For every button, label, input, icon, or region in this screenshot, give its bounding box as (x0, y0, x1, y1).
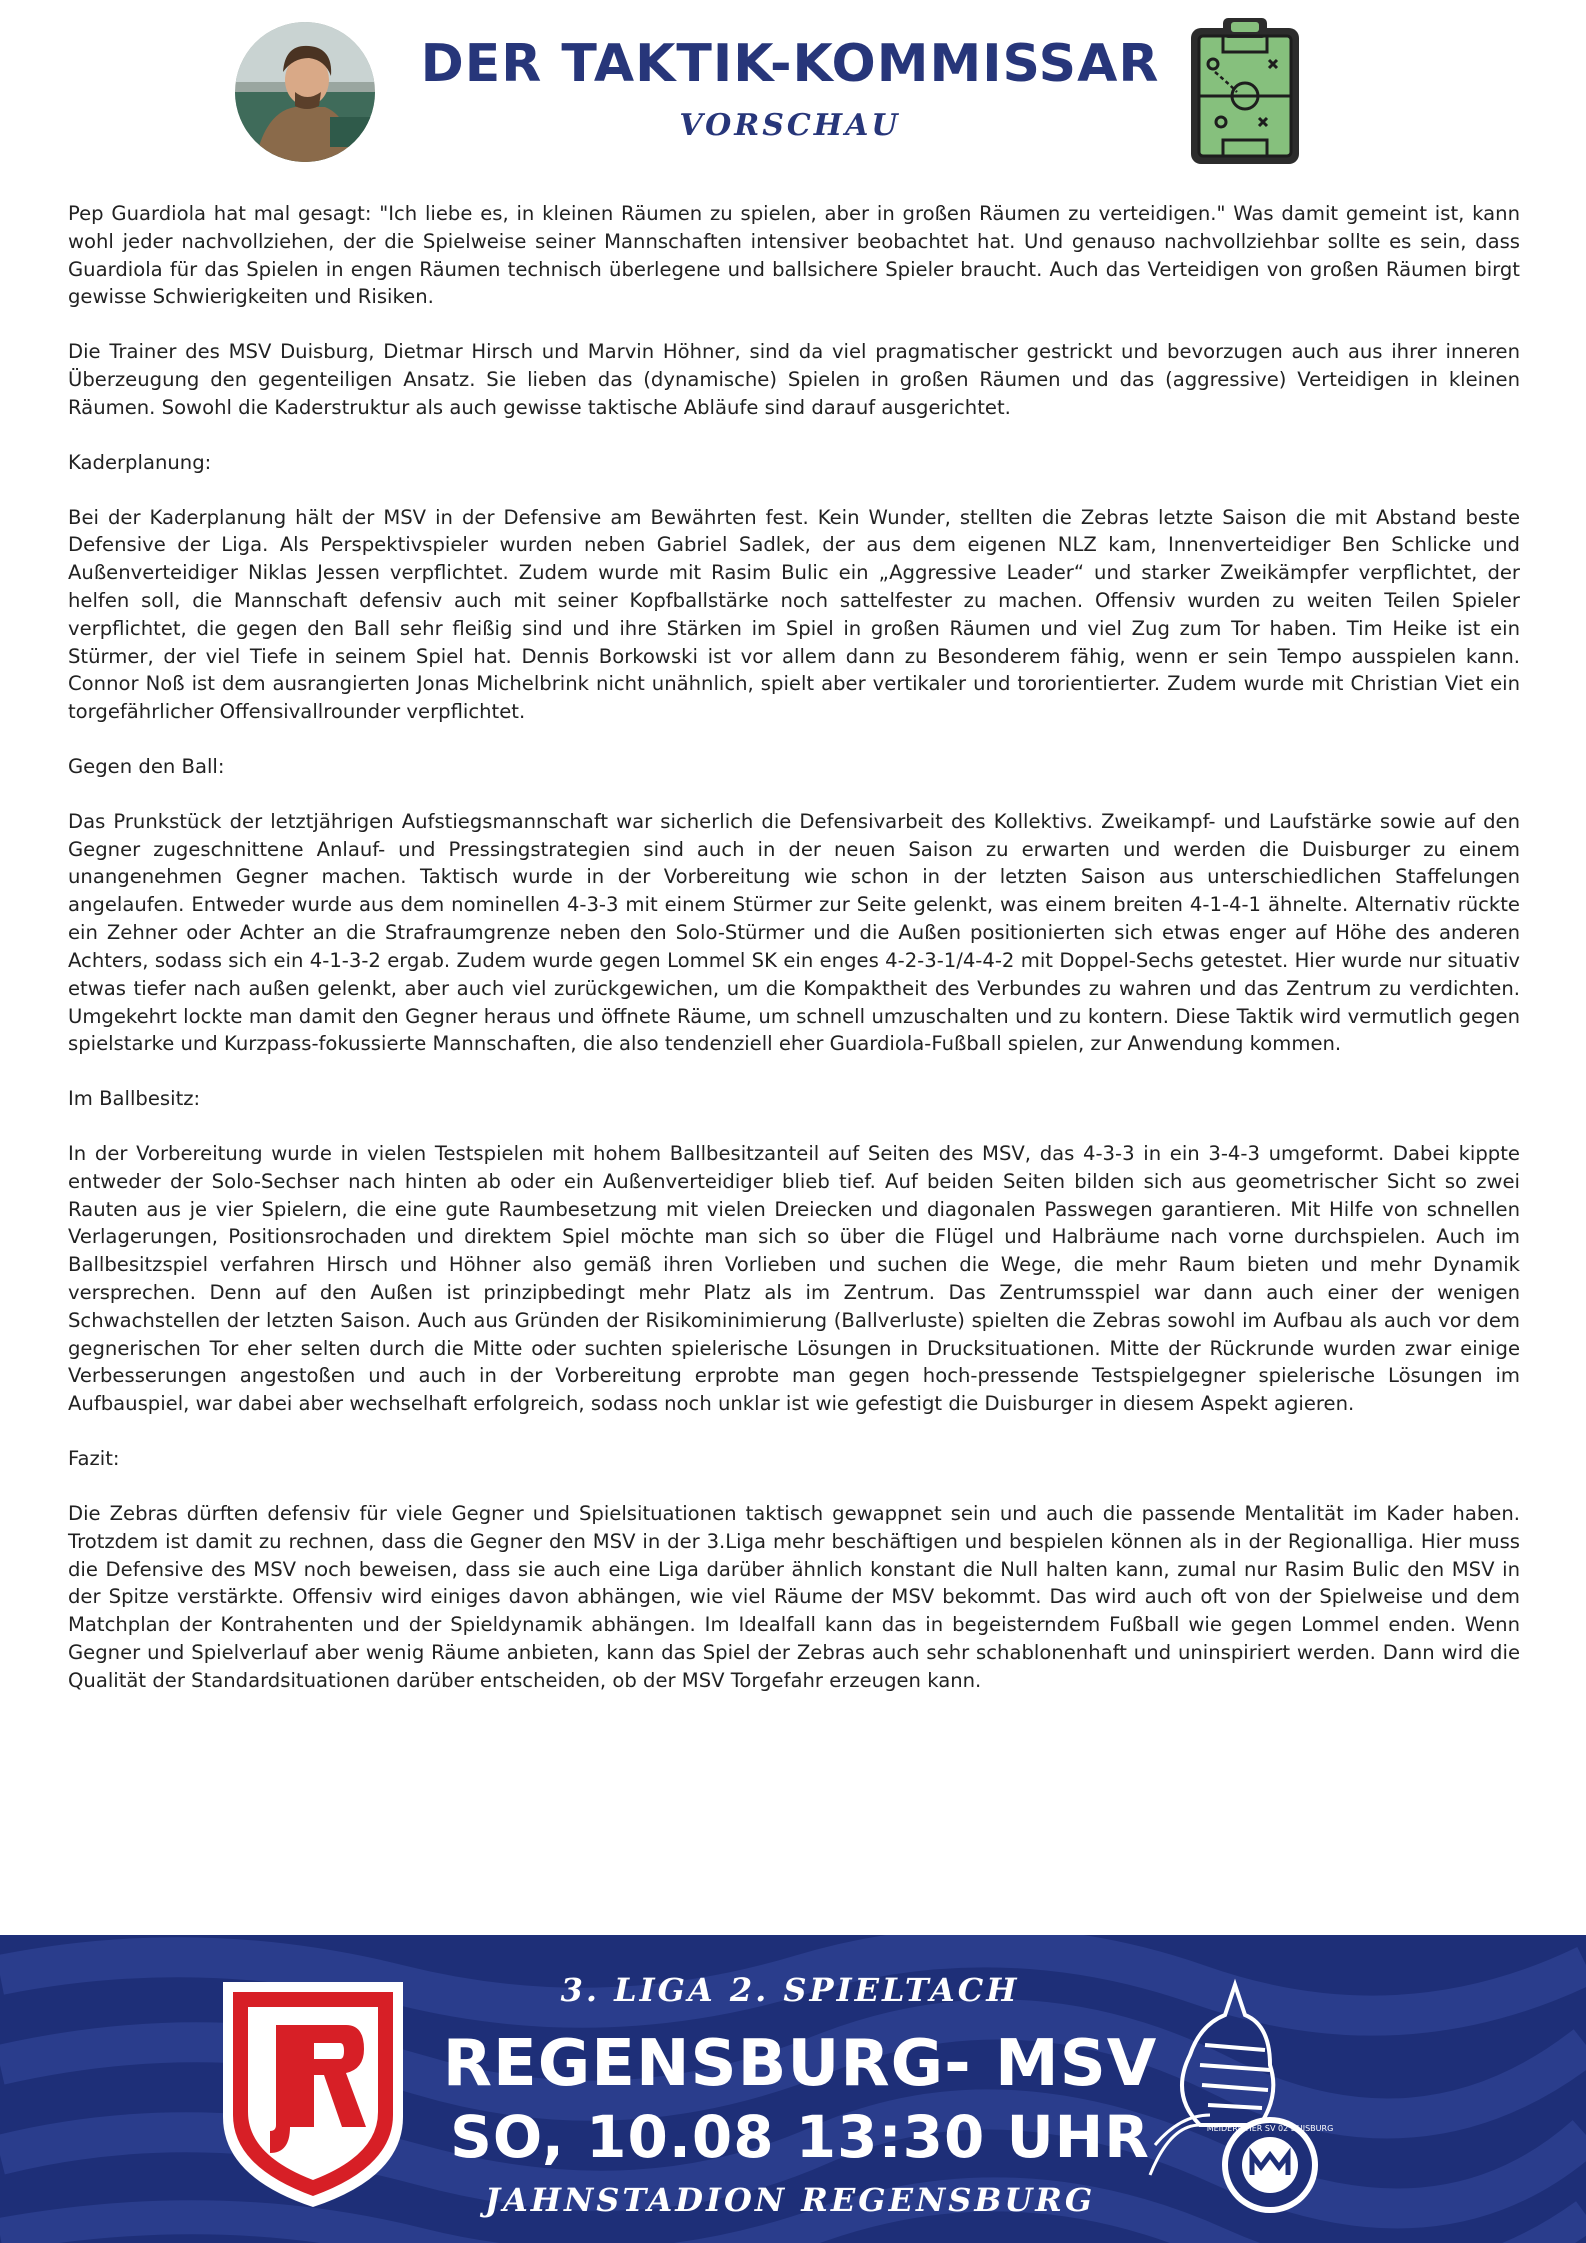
page-subtitle: VORSCHAU (679, 108, 901, 143)
article-paragraph: Die Trainer des MSV Duisburg, Dietmar Hirsch und Marvin Höhner, sind da viel pragmatischer gestrickt und bevorzugen auch aus ihrer inneren Überzeugung den gegenteiligen Ansatz. Sie lieben das (dynamische) Spielen in großen Räumen und das (aggressive) Verteidigen in kleinen Räumen. Sowohl die Kaderstruktur als auch gewisse taktische Abläufe sind darauf ausgerichtet. (68, 340, 1520, 419)
msv-badge-text: MEIDERICHER SV 02 DUISBURG (1206, 2124, 1334, 2133)
section-heading: Kaderplanung: (68, 450, 212, 474)
tactics-board-icon (1185, 14, 1305, 169)
article-paragraph: Die Zebras dürften defensiv für viele Gegner und Spielsituationen taktisch gewappnet sein und auch die passende Mentalität im Kader haben. Trotzdem ist damit zu rechnen, dass die Gegner den MSV in der 3.Liga mehr beschäftigen und bespielen können als in der Regionalliga. Hier muss die Defensive des MSV noch beweisen, dass sie auch eine Liga darüber ähnlich konstant die Null halten kann, zumal nur Rasim Bulic den MSV in der Spitze verstärkte. Offensiv wird einiges davon abhängen, wie viel Räume der MSV bekommt. Das wird auch oft von der Spielweise und dem Matchplan der Kontrahenten und der Spieldynamik abhängen. Im Idealfall kann das in begeisterndem Fußball wie gegen Lommel enden. Wenn Gegner und Spielverlauf aber wenig Räume anbieten, kann das Spiel der Zebras auch sehr schablonenhaft und uninspiriert werden. Dann wird die Qualität der Standardsituationen darüber entscheiden, ob der MSV Torgefahr erzeugen kann. (68, 1501, 1520, 1692)
section-heading: Gegen den Ball: (68, 755, 225, 778)
author-avatar (235, 22, 375, 162)
article-paragraph: Das Prunkstück der letztjährigen Aufstiegsmannschaft war sicherlich die Defensivarbeit des Kollektivs. Zweikampf- und Laufstärke sowie auf den Gegner zugeschnittene Anlauf- und Pressingstrategien sind auch in der neuen Saison zu erwarten und werden die Duisburger zu einem unangenehmen Gegner machen. Taktisch wurde in der Vorbereitung wie schon in der letzten Saison aus unterschiedlichen Staffelungen angelaufen. Entweder wurde aus dem nominellen 4-3-3 mit einem Stürmer zur Seite gelenkt, was einem breiten 4-1-4-1 ähnelte. Alternativ rückte ein Zehner oder Achter an die Strafraumgrenze neben den Solo-Stürmer und die Außen positionierten sich etwas enger auf Höhe des anderen Achters, sodass sich ein 4-1-3-2 ergab. Zudem wurde gegen Lommel SK ein enges 4-2-3-1/4-4-2 mit Doppel-Sechs getestet. Hier wurde nur situativ etwas tiefer nach außen gelenkt, aber auch viel zurückgewichen, um die Kompaktheit des Verbundes zu wahren und das Zentrum zu verdichten. Umgekehrt lockte man damit den Gegner heraus und öffnete Räume, um schnell umzuschalten und zu kontern. Diese Taktik wird vermutlich gegen spielstarke und Kurzpass-fokussierte Mannschaften, die also tendenziell eher Guardiola-Fußball spielen, zur Anwendung kommen. (68, 809, 1520, 1056)
header (0, 0, 1586, 175)
match-datetime: SO, 10.08 13:30 UHR (450, 2103, 1150, 2171)
section-heading: Im Ballbesitz: (68, 1087, 201, 1111)
regensburg-logo (218, 1977, 408, 2212)
article-paragraph: Pep Guardiola hat mal gesagt: "Ich liebe es, in kleinen Räumen zu spielen, aber in großen Räumen zu verteidigen." Was damit gemeint ist, kann wohl jeder nachvollziehen, der die Spielweise seiner Mannschaften intensiver beobachtet hat. Und genauso nachvollziehbar sollte es sein, dass Guardiola für das Spielen in engen Räumen technisch überlegene und ballsichere Spieler braucht. Auch das Verteidigen von großen Räumen birgt gewisse Schwierigkeiten und Risiken. (68, 202, 1520, 309)
page-title: DER TAKTIK-KOMMISSAR (420, 34, 1160, 94)
match-title: REGENSBURG- MSV (442, 2027, 1158, 2101)
match-banner (0, 1935, 1586, 2243)
league-round: 3. LIGA 2. SPIELTACH (560, 1971, 1020, 2009)
section-heading: Fazit: (68, 1447, 120, 1471)
article-paragraph: In der Vorbereitung wurde in vielen Testspielen mit hohem Ballbesitzanteil auf Seiten des MSV, das 4-3-3 in ein 3-4-3 umgeformt. Dabei kippte entweder der Solo-Sechser nach hinten ab oder ein Außenverteidiger blieb tief. Auf beiden Seiten bilden sich aus geometrischer Sicht so zwei Rauten aus je vier Spielern, die eine gute Raumbesetzung mit vielen Dreiecken und diagonalen Passwegen garantieren. Mit Hilfe von schnellen Verlagerungen, Positionsrochaden und direktem Spiel möchte man sich so über die Flügel und Halbräume nach vorne durchspielen. Auch im Ballbesitzspiel verfahren Hirsch und Höhner also gemäß ihren Vorlieben und suchen die Wege, die mehr Raum bieten und mehr Dynamik versprechen. Denn auf den Außen ist prinzipbedingt mehr Platz als im Zentrum. Das Zentrumsspiel war dann auch einer der wenigen Schwachstellen der letzten Saison. Auch aus Gründen der Risikominimierung (Ballverluste) spielten die Zebras sowohl im Aufbau als auch vor dem gegnerischen Tor eher selten durch die Mitte oder suchten spielerische Lösungen in Drucksituationen. Mitte der Rückrunde wurden zwar einige Verbesserungen angestoßen und auch in der Vorbereitung erprobte man gegen hoch-pressende Testspielgegner spielerische Lösungen im Aufbauspiel, war dabei aber wechselhaft erfolgreich, sodass noch unklar ist wie gefestigt die Duisburger in diesem Aspekt agieren. (68, 1141, 1520, 1416)
article-paragraph: Bei der Kaderplanung hält der MSV in der Defensive am Bewährten fest. Kein Wunder, stellten die Zebras letzte Saison die mit Abstand beste Defensive der Liga. Als Perspektivspieler wurden neben Gabriel Sadlek, der aus dem eigenen NLZ kam, Innenverteidiger Ben Schlicke und Außenverteidiger Niklas Jessen verpflichtet. Zudem wurde mit Rasim Bulic ein „Aggressive Leader“ und starker Zweikämpfer verpflichtet, der helfen soll, die Mannschaft defensiv auch mit seiner Kopfballstärke noch sattelfester zu machen. Offensiv wurden zu weiten Teilen Spieler verpflichtet, die gegen den Ball sehr fleißig sind und ihre Stärken im Spiel in großen Räumen und viel Zug zum Tor haben. Tim Heike ist ein Stürmer, der viel Tiefe in seinem Spiel hat. Dennis Borkowski ist vor allem dann zu Besonderem fähig, wenn er sein Tempo ausspielen kann. Connor Noß ist dem ausrangierten Jonas Michelbrink nicht unähnlich, spielt aber vertikaler und tororientierter. Zudem wurde mit Christian Viet ein torgefährlicher Offensivallrounder verpflichtet. (68, 505, 1520, 724)
msv-duisburg-logo (1130, 1975, 1340, 2220)
match-venue: JAHNSTADION REGENSBURG (484, 2181, 1096, 2219)
article-body (68, 200, 1520, 1722)
